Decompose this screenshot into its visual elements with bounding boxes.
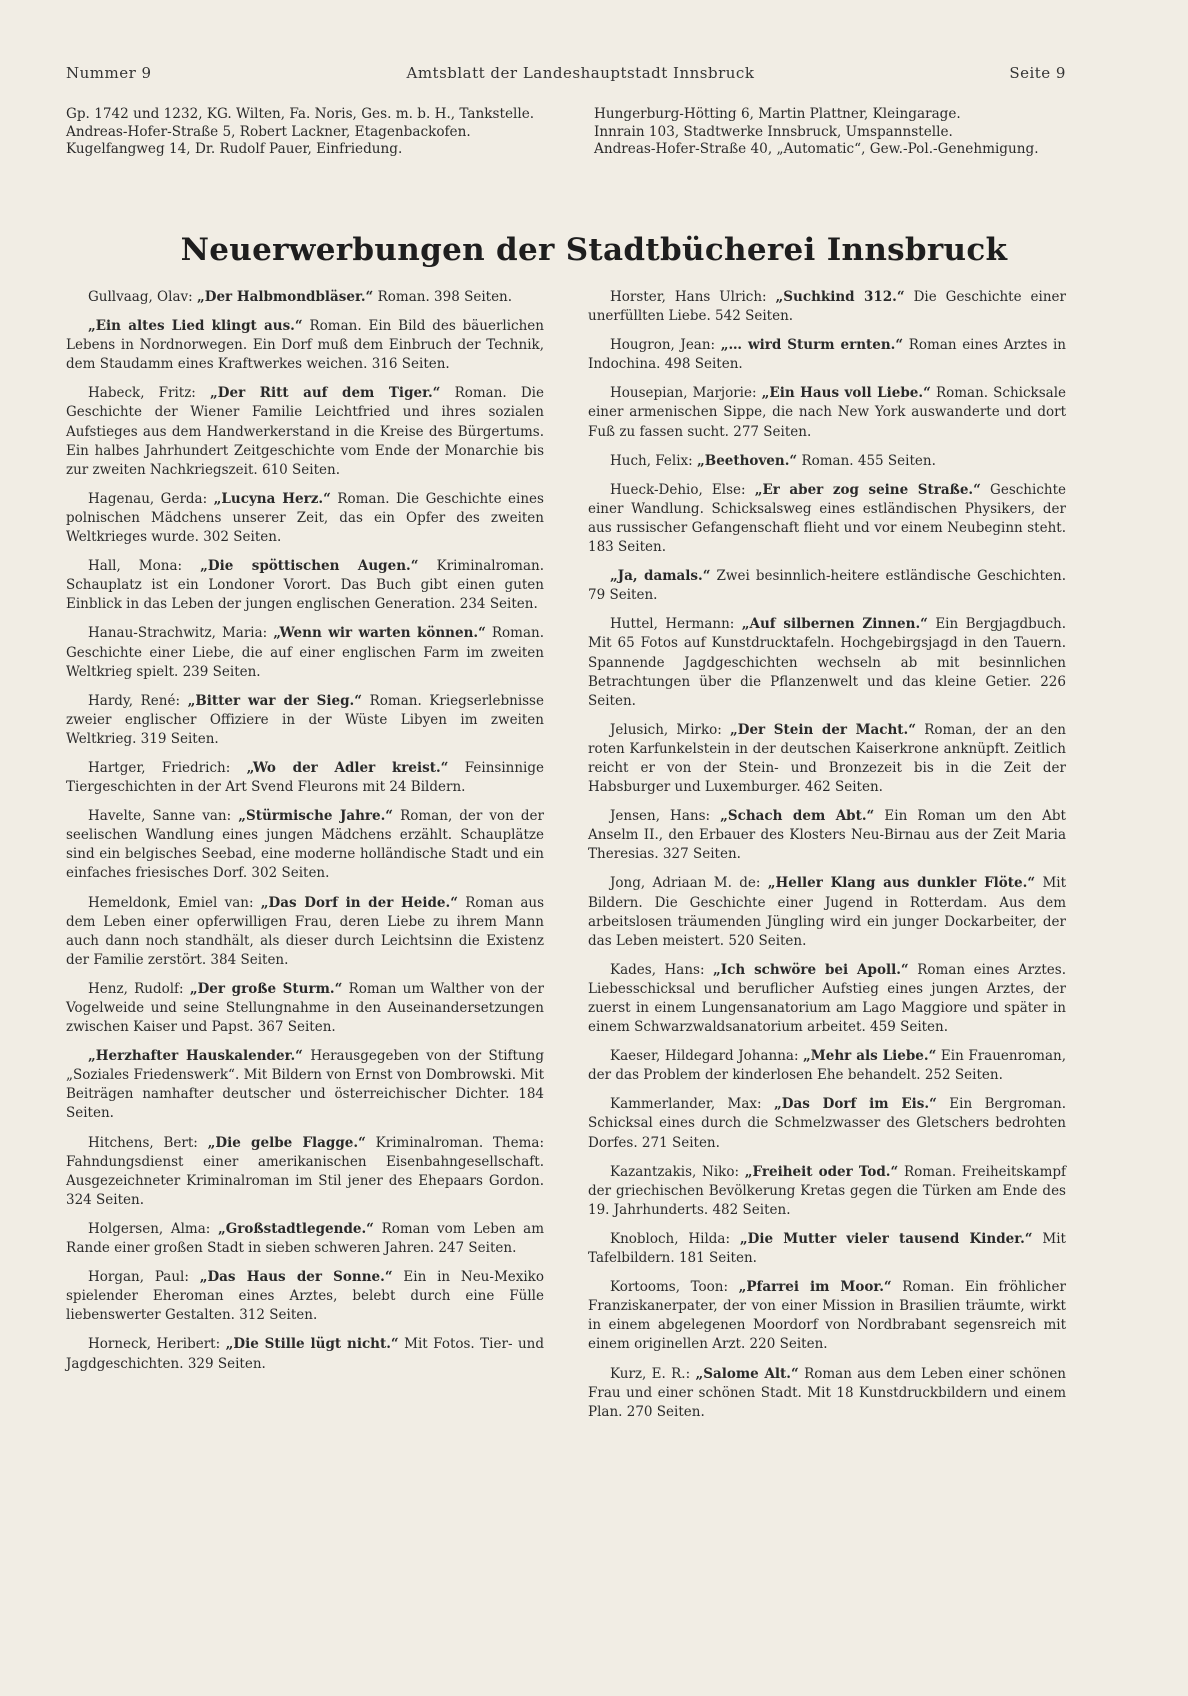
book-title: „Der Stein der Macht.“ xyxy=(730,721,917,738)
book-title: „Wo der Adler kreist.“ xyxy=(246,759,449,776)
book-entry xyxy=(66,692,544,749)
book-entry xyxy=(66,288,544,307)
section-title: Neuerwerbungen der Stadtbücherei Innsbruck xyxy=(180,232,1008,268)
book-title: „Ein Haus voll Liebe.“ xyxy=(761,385,931,402)
book-title: „Die gelbe Flagge.“ xyxy=(207,1134,366,1151)
book-entry xyxy=(66,317,544,374)
book-description: Die Geschichte einer unerfüllten Liebe. 542 Seiten. xyxy=(588,289,1066,325)
book-author: Housepian, Marjorie: xyxy=(610,385,757,402)
book-title: „Das Dorf in der Heide.“ xyxy=(260,894,458,911)
book-description: Ein Bergroman. Schicksal eines durch die Schmelzwasser des Gletschers bedrohten Dorfes. 271 Seiten. xyxy=(588,1096,1066,1151)
book-author: Kammerlander, Max: xyxy=(610,1096,762,1113)
book-description: Roman. Schicksale einer armenischen Sippe, die nach New York auswanderte und dort Fuß zu fassen sucht. 277 Seiten. xyxy=(588,385,1067,440)
book-list-right-column xyxy=(588,288,1066,1432)
book-description: Kriminalroman. Schauplatz ist ein Londoner Vorort. Das Buch gibt einen guten Einblick in das Leben der jungen englischen Generation. 234 Seiten. xyxy=(66,558,545,613)
book-author: Jong, Adriaan M. de: xyxy=(610,875,761,892)
book-description: Roman eines Arztes. Liebesschicksal und beruflicher Aufstieg eines jungen Arztes, der zuerst in einem Lungensanatorium am Lago Maggiore und später in einem Schwarzwaldsanatorium arbeitet. 459 Seiten. xyxy=(588,961,1066,1036)
book-entry xyxy=(588,384,1066,441)
book-author: Kades, Hans: xyxy=(610,961,705,978)
book-entry xyxy=(66,980,544,1037)
book-description: Ein Bergjagdbuch. Mit 65 Fotos auf Kunstdrucktafeln. Hochgebirgsjagd in den Tauern. Spannende Jagdgeschichten wechseln ab mit besinnlichen Betrachtungen über die Pflanzenwelt und das kleine Getier. 226 Seiten. xyxy=(588,616,1066,709)
book-title: „Beethoven.“ xyxy=(697,452,798,469)
book-title: „Salome Alt.“ xyxy=(695,1365,799,1382)
book-entry xyxy=(66,1134,544,1210)
permit-entry: Andreas-Hofer-Straße 40, „Automatic“, Gew.-Pol.-Genehmigung. xyxy=(594,141,1039,158)
book-entry xyxy=(588,1095,1066,1152)
book-entry xyxy=(66,759,544,797)
book-description: Roman, der an den roten Karfunkelstein in der deutschen Kaiserkrone anknüpft. Zeitlich reicht er von der Stein- und Bronzezeit bis in die Zeit der Habsburger und Luxemburger. 462 Seiten. xyxy=(588,721,1066,796)
book-description: Roman. Die Geschichte eines polnischen Mädchens unserer Zeit, das ein Opfer des zweiten Weltkrieges wurde. 302 Seiten. xyxy=(66,490,544,546)
book-title: „Lucyna Herz.“ xyxy=(213,490,331,507)
book-entry xyxy=(588,567,1066,605)
book-description: Roman aus dem Leben einer opferwilligen Frau, deren Liebe zu ihrem Mann auch dann noch standhält, als dieser durch Leichtsinn die Existenz der Familie zerstört. 384 Seiten. xyxy=(66,894,544,968)
book-description: Zwei besinnlich-heitere estländische Geschichten. 79 Seiten. xyxy=(588,568,1066,604)
book-description: Roman um Walther von der Vogelweide und seine Stellungnahme in den Auseinandersetzungen zwischen Kaiser und Papst. 367 Seiten. xyxy=(66,980,544,1036)
book-author: Hagenau, Gerda: xyxy=(88,490,208,507)
book-entry xyxy=(66,384,544,479)
book-author: Huttel, Hermann: xyxy=(610,616,735,633)
book-author: Hardy, René: xyxy=(88,692,181,709)
book-author: Hall, Mona: xyxy=(88,558,183,575)
book-title: „Auf silbernen Zinnen.“ xyxy=(741,616,928,633)
book-entry xyxy=(66,1220,544,1258)
book-description: Roman aus dem Leben einer schönen Frau und einer schönen Stadt. Mit 18 Kunstdruckbildern und einem Plan. 270 Seiten. xyxy=(588,1365,1067,1420)
book-title: „Der Ritt auf dem Tiger.“ xyxy=(210,385,441,402)
book-title: „Freiheit oder Tod.“ xyxy=(744,1163,899,1180)
book-title: „Mehr als Liebe.“ xyxy=(803,1048,937,1065)
book-description: Roman eines Arztes in Indochina. 498 Seiten. xyxy=(588,337,1066,373)
book-author: Gullvaag, Olav: xyxy=(88,289,193,305)
book-description: Roman. Geschichte einer Liebe, die auf einer englischen Farm im zweiten Weltkrieg spielt. 239 Seiten. xyxy=(66,625,545,680)
book-description: Roman vom Leben am Rande einer großen Stadt in sieben schweren Jahren. 247 Seiten. xyxy=(66,1220,544,1257)
book-list-left-column xyxy=(66,288,544,1432)
book-author: Henz, Rudolf: xyxy=(88,980,184,997)
book-description: Ein Frauenroman, der das Problem der kinderlosen Ehe behandelt. 252 Seiten. xyxy=(588,1048,1066,1084)
book-entry xyxy=(588,721,1066,797)
running-header xyxy=(66,64,1066,82)
book-author: Knobloch, Hilda: xyxy=(610,1230,731,1247)
book-title: „Ein altes Lied klingt aus.“ xyxy=(88,318,303,335)
permit-entry: Kugelfangweg 14, Dr. Rudolf Pauer, Einfriedung. xyxy=(66,141,403,158)
book-entry xyxy=(66,807,544,883)
book-author: Hueck-Dehio, Else: xyxy=(610,481,746,498)
book-description: Feinsinnige Tiergeschichten in der Art Svend Fleurons mit 24 Bildern. xyxy=(66,759,544,796)
permit-entry: Andreas-Hofer-Straße 5, Robert Lackner, Etagenbackofen. xyxy=(66,123,471,140)
book-entry xyxy=(66,1047,544,1123)
book-entry xyxy=(66,490,544,547)
book-title: „Schach dem Abt.“ xyxy=(720,808,875,825)
publication-title: Amtsblatt der Landeshauptstadt Innsbruck xyxy=(406,64,755,82)
book-title: „Ja, damals.“ xyxy=(610,568,711,585)
book-description: Roman. Ein Bild des bäuerlichen Lebens in Nordnorwegen. Ein Dorf muß dem Einbruch der Technik, dem Staudamm eines Kraftwerkes weichen. 316 Seiten. xyxy=(66,318,544,373)
book-title: „Großstadtlegende.“ xyxy=(217,1220,374,1237)
book-entry xyxy=(66,894,544,970)
book-author: Horneck, Heribert: xyxy=(88,1336,221,1353)
book-description: Geschichte einer Wandlung. Schicksalsweg eines estländischen Physikers, der aus russischer Gefangenschaft flieht und vor einem Neubeginn steht. 183 Seiten. xyxy=(588,481,1066,556)
book-description: Roman. 455 Seiten. xyxy=(801,452,936,469)
book-entry xyxy=(66,1268,544,1325)
book-title: „… wird Sturm ernten.“ xyxy=(720,337,904,354)
book-author: Kazantzakis, Niko: xyxy=(610,1163,740,1180)
book-author: Huch, Felix: xyxy=(610,452,693,469)
book-author: Kaeser, Hildegard Johanna: xyxy=(610,1048,799,1065)
book-title: „Suchkind 312.“ xyxy=(775,289,905,305)
book-title: „Der Halbmondbläser.“ xyxy=(196,289,374,305)
permits-section xyxy=(66,106,1066,159)
book-entry xyxy=(66,1335,544,1373)
book-entry xyxy=(588,807,1066,864)
permit-entry: Hungerburg-Hötting 6, Martin Plattner, Kleingarage. xyxy=(594,106,961,122)
book-description: Kriminalroman. Thema: Fahndungsdienst einer amerikanischen Eisenbahngesellschaft. Ausgezeichneter Kriminalroman im Stil jener des Ehepaars Gordon. 324 Seiten. xyxy=(66,1134,544,1208)
book-author: Jelusich, Mirko: xyxy=(610,721,722,738)
book-title: „Die spöttischen Augen.“ xyxy=(200,558,419,575)
book-author: Holgersen, Alma: xyxy=(88,1220,211,1237)
book-description: Roman, der von der seelischen Wandlung eines jungen Mädchens erzählt. Schauplätze sind ein belgisches Seebad, eine moderne holländische Stadt und ein einfaches friesisches Dorf. 302 Seiten. xyxy=(66,808,544,882)
book-title: „Das Dorf im Eis.“ xyxy=(774,1096,937,1113)
book-author: Horster, Hans Ulrich: xyxy=(610,289,767,305)
book-author: Hemeldonk, Emiel van: xyxy=(88,894,254,911)
book-entry xyxy=(588,452,1066,471)
book-title: „Die Mutter vieler tausend Kinder.“ xyxy=(739,1230,1033,1247)
book-entry xyxy=(588,874,1066,950)
book-entry xyxy=(588,615,1066,710)
book-author: Kortooms, Toon: xyxy=(610,1279,729,1296)
book-description: Herausgegeben von der Stiftung „Soziales Friedenswerk“. Mit Bildern von Ernst von Dombrowski. Mit Beiträgen namhafter deutscher und österreichischer Dichter. 184 Seiten. xyxy=(66,1048,544,1122)
book-title: „Herzhafter Hauskalender.“ xyxy=(88,1048,303,1065)
book-description: Ein in Neu-Mexiko spielender Eheroman eines Arztes, belebt durch eine Fülle liebenswerter Gestalten. 312 Seiten. xyxy=(66,1269,544,1324)
book-title: „Das Haus der Sonne.“ xyxy=(199,1269,393,1286)
book-entry xyxy=(588,1230,1066,1268)
book-entry xyxy=(588,288,1066,326)
book-description: Ein Roman um den Abt Anselm II., den Erbauer des Klosters Neu-Birnau aus der Zeit Maria Theresias. 327 Seiten. xyxy=(588,808,1066,863)
book-entry xyxy=(588,961,1066,1037)
book-title: „Wenn wir warten können.“ xyxy=(273,625,486,642)
book-description: Roman. Die Geschichte der Wiener Familie Leichtfried und ihres sozialen Aufstieges aus dem Handwerkerstand in die Kreise des Bürgertums. Ein halbes Jahrhundert Zeitgeschichte vom Ende der Monarchie bis zur zweiten Nachkriegszeit. 610 Seiten. xyxy=(66,385,544,478)
book-author: Jensen, Hans: xyxy=(610,808,711,825)
book-description: Roman. Ein fröhlicher Franziskanerpater, der von einer Mission in Brasilien träumte, wirkt in einem abgelegenen Moordorf von Nordbrabant segensreich mit einem originellen Arzt. 220 Seiten. xyxy=(588,1279,1066,1353)
book-author: Hougron, Jean: xyxy=(610,337,716,354)
book-entry xyxy=(588,1047,1066,1085)
book-title: „Bitter war der Sieg.“ xyxy=(187,692,363,709)
book-author: Havelte, Sanne van: xyxy=(88,808,232,825)
book-author: Hartger, Friedrich: xyxy=(88,759,231,776)
book-list xyxy=(66,288,1066,1432)
book-entry xyxy=(588,1278,1066,1354)
book-title: „Heller Klang aus dunkler Flöte.“ xyxy=(767,875,1036,892)
book-author: Kurz, E. R.: xyxy=(610,1365,691,1382)
issue-number: Nummer 9 xyxy=(66,64,152,82)
book-description: Roman. 398 Seiten. xyxy=(377,289,513,305)
permit-entry: Gp. 1742 und 1232, KG. Wilten, Fa. Noris, Ges. m. b. H., Tankstelle. xyxy=(66,106,535,122)
book-description: Mit Tafelbildern. 181 Seiten. xyxy=(588,1230,1066,1267)
book-description: Roman. Kriegserlebnisse zweier englischer Offiziere in der Wüste Libyen im zweiten Weltkrieg. 319 Seiten. xyxy=(66,692,544,747)
page-number: Seite 9 xyxy=(1009,64,1066,82)
book-title: „Der große Sturm.“ xyxy=(189,980,343,997)
book-entry xyxy=(66,557,544,614)
book-description: Mit Bildern. Die Geschichte einer Jugend in Rotterdam. Aus dem arbeitslosen träumenden Jüngling wird ein junger Dockarbeiter, der das Leben meistert. 520 Seiten. xyxy=(588,875,1067,949)
book-title: „Ich schwöre bei Apoll.“ xyxy=(713,961,909,978)
book-entry xyxy=(66,624,544,681)
book-author: Hanau-Strachwitz, Maria: xyxy=(88,625,268,642)
book-entry xyxy=(588,481,1066,557)
book-title: „Die Stille lügt nicht.“ xyxy=(225,1336,399,1353)
book-title: „Stürmische Jahre.“ xyxy=(238,808,394,825)
book-author: Horgan, Paul: xyxy=(88,1269,189,1286)
book-description: Mit Fotos. Tier- und Jagdgeschichten. 329 Seiten. xyxy=(66,1336,545,1372)
permits-right-column xyxy=(594,106,1066,159)
book-title: „Pfarrei im Moor.“ xyxy=(738,1279,892,1296)
book-entry xyxy=(588,336,1066,374)
book-description: Roman. Freiheitskampf der griechischen Bevölkerung Kretas gegen die Türken am Ende des 19. Jahrhunderts. 482 Seiten. xyxy=(588,1163,1067,1218)
permit-entry: Innrain 103, Stadtwerke Innsbruck, Umspannstelle. xyxy=(594,123,953,140)
book-author: Habeck, Fritz: xyxy=(88,385,196,402)
book-title: „Er aber zog seine Straße.“ xyxy=(754,481,981,498)
book-author: Hitchens, Bert: xyxy=(88,1134,198,1151)
permits-left-column xyxy=(66,106,538,159)
book-entry xyxy=(588,1365,1066,1422)
book-entry xyxy=(588,1163,1066,1220)
